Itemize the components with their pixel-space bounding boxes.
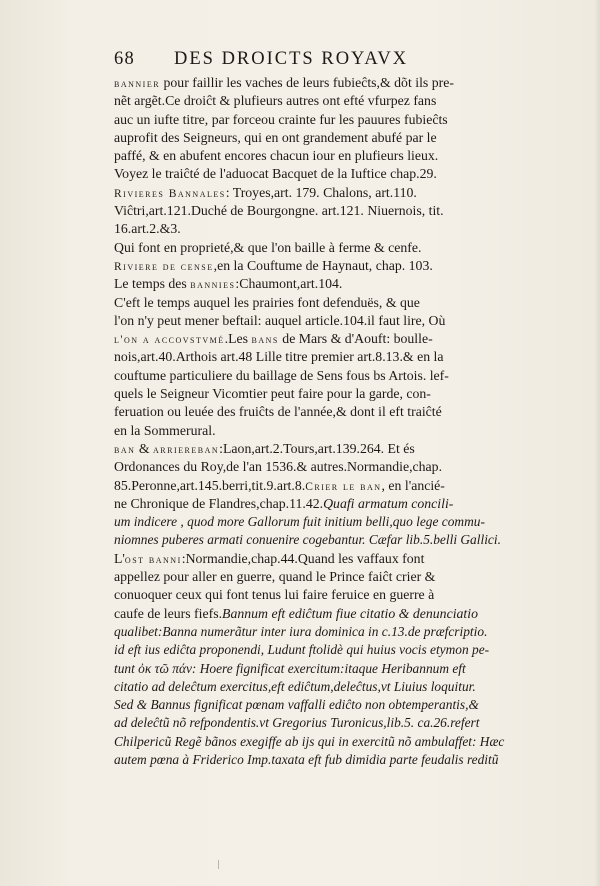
text-segment: :Chaumont,art.104.	[235, 276, 343, 292]
text-segment: nois,art.40.Arthois art.48 Lille titre premier art.8.13.& en la	[114, 349, 444, 365]
text-segment: caufe de leurs fiefs.	[114, 605, 223, 621]
text-line	[114, 751, 552, 769]
small-caps-term: Riviere de cense	[114, 260, 214, 273]
text-segment: conuoquer ceux qui font tenus lui faire feruice en guerre à	[114, 587, 435, 603]
text-segment: , en l'ancié-	[381, 477, 445, 493]
text-line	[114, 74, 552, 92]
text-line	[114, 531, 552, 549]
text-line	[114, 184, 552, 202]
text-segment: auprofit des Seigneurs, qui en ont grandement abufé par le	[114, 129, 437, 145]
text-segment: ad deleĉtũ nõ refpondentis.vt Gregorius Turonicus,lib.5. ca.26.refert	[114, 715, 480, 731]
text-segment: nẽt argẽt.Ce droiĉt & plufieurs autres ont efté vfurpez fans	[114, 93, 437, 109]
small-caps-term: ban	[114, 443, 136, 456]
margin-mark	[218, 860, 219, 869]
text-segment: 16.art.2.&3.	[114, 221, 181, 237]
text-line	[114, 129, 552, 147]
text-line	[114, 623, 552, 641]
text-line	[114, 330, 552, 348]
text-segment: pour faillir les vaches de leurs fubieĉts,& dõt ils pre-	[160, 75, 454, 90]
text-line	[114, 568, 552, 586]
small-caps-term: bannies	[190, 279, 236, 292]
small-caps-term: arriereban	[153, 443, 220, 456]
text-segment: appellez pour aller en guerre, quand le Prince faiĉt crier &	[114, 569, 436, 585]
text-line	[114, 165, 552, 183]
text-line	[114, 605, 552, 623]
running-header	[114, 49, 554, 75]
text-segment: Voyez le traiĉté de l'aduocat Bacquet de la Iuftice chap.29.	[114, 166, 437, 182]
text-segment: : Troyes,art. 179. Chalons, art.110.	[225, 184, 417, 200]
running-title: DES DROICTS ROYAVX	[174, 49, 409, 69]
page-number: 68	[114, 49, 135, 69]
text-line	[114, 111, 552, 129]
text-line	[114, 147, 552, 165]
text-segment: autem pœna à Friderico Imp.taxata eft fub dimidia parte feudalis reditũ	[114, 751, 499, 767]
text-line	[114, 660, 552, 678]
text-segment: citatio ad deleĉtum exercitus,eft ediĉtum,deleĉtus,vt Liuius loquitur.	[114, 678, 476, 694]
text-segment: :Laon,art.2.Tours,art.139.264. Et és	[219, 440, 415, 456]
text-segment: C'eft le temps auquel les prairies font defenduës, & que	[114, 294, 420, 310]
text-line	[114, 348, 552, 366]
text-segment: Qui font en proprieté,& que l'on baille à ferme & cenfe.	[114, 239, 422, 255]
text-line	[114, 92, 552, 110]
text-segment: l'on n'y peut mener beftail: auquel article.104.il faut lire, Où	[114, 312, 446, 328]
text-line	[114, 367, 552, 385]
text-line	[114, 202, 552, 220]
text-line	[114, 275, 552, 293]
text-line	[114, 678, 552, 696]
text-segment: L'	[114, 550, 125, 566]
small-caps-term: ost banni	[124, 553, 182, 566]
text-segment: ,en la Couftume de Haynaut, chap. 103.	[213, 257, 433, 273]
small-caps-term: l'on a accovstvmé	[114, 334, 225, 347]
text-segment: couftume particuliere du baillage de Sens fous bs Artois. lef-	[114, 367, 449, 383]
text-line	[114, 550, 552, 568]
small-caps-term: Crier le ban	[305, 480, 382, 493]
text-segment: niomnes puberes armati conuenire cogebantur. Cæfar lib.5.belli Gallici.	[114, 532, 501, 548]
text-segment: ne Chronique de Flandres,chap.11.42.	[114, 495, 324, 511]
text-segment: paffé, & en abufent encores chacun iour en plufieurs lieux.	[114, 148, 439, 164]
text-line	[114, 385, 552, 403]
text-segment: Chilpericũ Regẽ bãnos exegiffe ab ijs qui in exercitũ nõ ambulaffet: Hæc	[114, 733, 505, 749]
text-segment: .Les	[224, 331, 252, 347]
text-line	[114, 440, 552, 458]
text-line	[114, 294, 552, 312]
text-block	[114, 74, 552, 769]
text-segment: auc un iufte titre, par forceou crainte fur les pauures fubieĉts	[114, 111, 448, 127]
text-segment: qualibet:Banna numerãtur inter iura dominica in c.13.de præfcriptio.	[114, 623, 488, 639]
text-line	[114, 403, 552, 421]
text-line	[114, 696, 552, 714]
text-segment: en la Sommerural.	[114, 422, 216, 438]
small-caps-term: Rivieres Bannales	[114, 187, 226, 200]
text-segment: 85.Peronne,art.145.berri,tit.9.art.8.	[114, 477, 306, 493]
text-segment: Quafi armatum concili-	[323, 495, 454, 511]
text-segment: tunt ὀκ τῶ πάν: Hoere fignificat exercitum:itaque Heribannum eft	[114, 660, 466, 676]
text-segment: Ordonances du Roy,de l'an 1536.& autres.Normandie,chap.	[114, 459, 443, 475]
text-line	[114, 257, 552, 275]
text-line	[114, 477, 552, 495]
text-line	[114, 641, 552, 659]
text-segment: Sed & Bannus fignificat pœnam vaffalli ediĉto non obtemperantis,&	[114, 697, 479, 713]
text-line	[114, 513, 552, 531]
text-segment: Le temps des	[114, 276, 191, 292]
small-caps-term: bannier	[114, 78, 161, 90]
text-line	[114, 733, 552, 751]
text-line	[114, 220, 552, 238]
text-line	[114, 422, 552, 440]
text-segment: de Mars & d'Aouft: boulle-	[278, 331, 433, 347]
text-line	[114, 239, 552, 257]
small-caps-term: bans	[251, 334, 279, 347]
text-line	[114, 458, 552, 476]
text-segment: Bannum eft ediĉtum fiue citatio & denunciatio	[222, 605, 478, 621]
text-line	[114, 714, 552, 732]
text-line	[114, 495, 552, 513]
text-segment: Viĉtri,art.121.Duché de Bourgongne. art.121. Niuernois, tit.	[114, 203, 444, 219]
text-segment: quels le Seigneur Vicomtier peut faire pour la garde, con-	[114, 386, 431, 402]
text-segment: um indicere , quod more Gallorum fuit initium belli,quo lege commu-	[114, 514, 485, 530]
text-segment: id eft ius ediĉta proponendi, Ludunt ftolidè qui huius vocis etymon pe-	[114, 642, 490, 658]
text-line	[114, 586, 552, 604]
text-segment: :Normandie,chap.44.Quand les vaffaux font	[181, 550, 425, 566]
text-line	[114, 312, 552, 330]
text-segment: feruation ou leuée des fruiĉts de l'année,& dont il eft traiĉté	[114, 404, 442, 420]
text-segment: &	[135, 440, 154, 456]
